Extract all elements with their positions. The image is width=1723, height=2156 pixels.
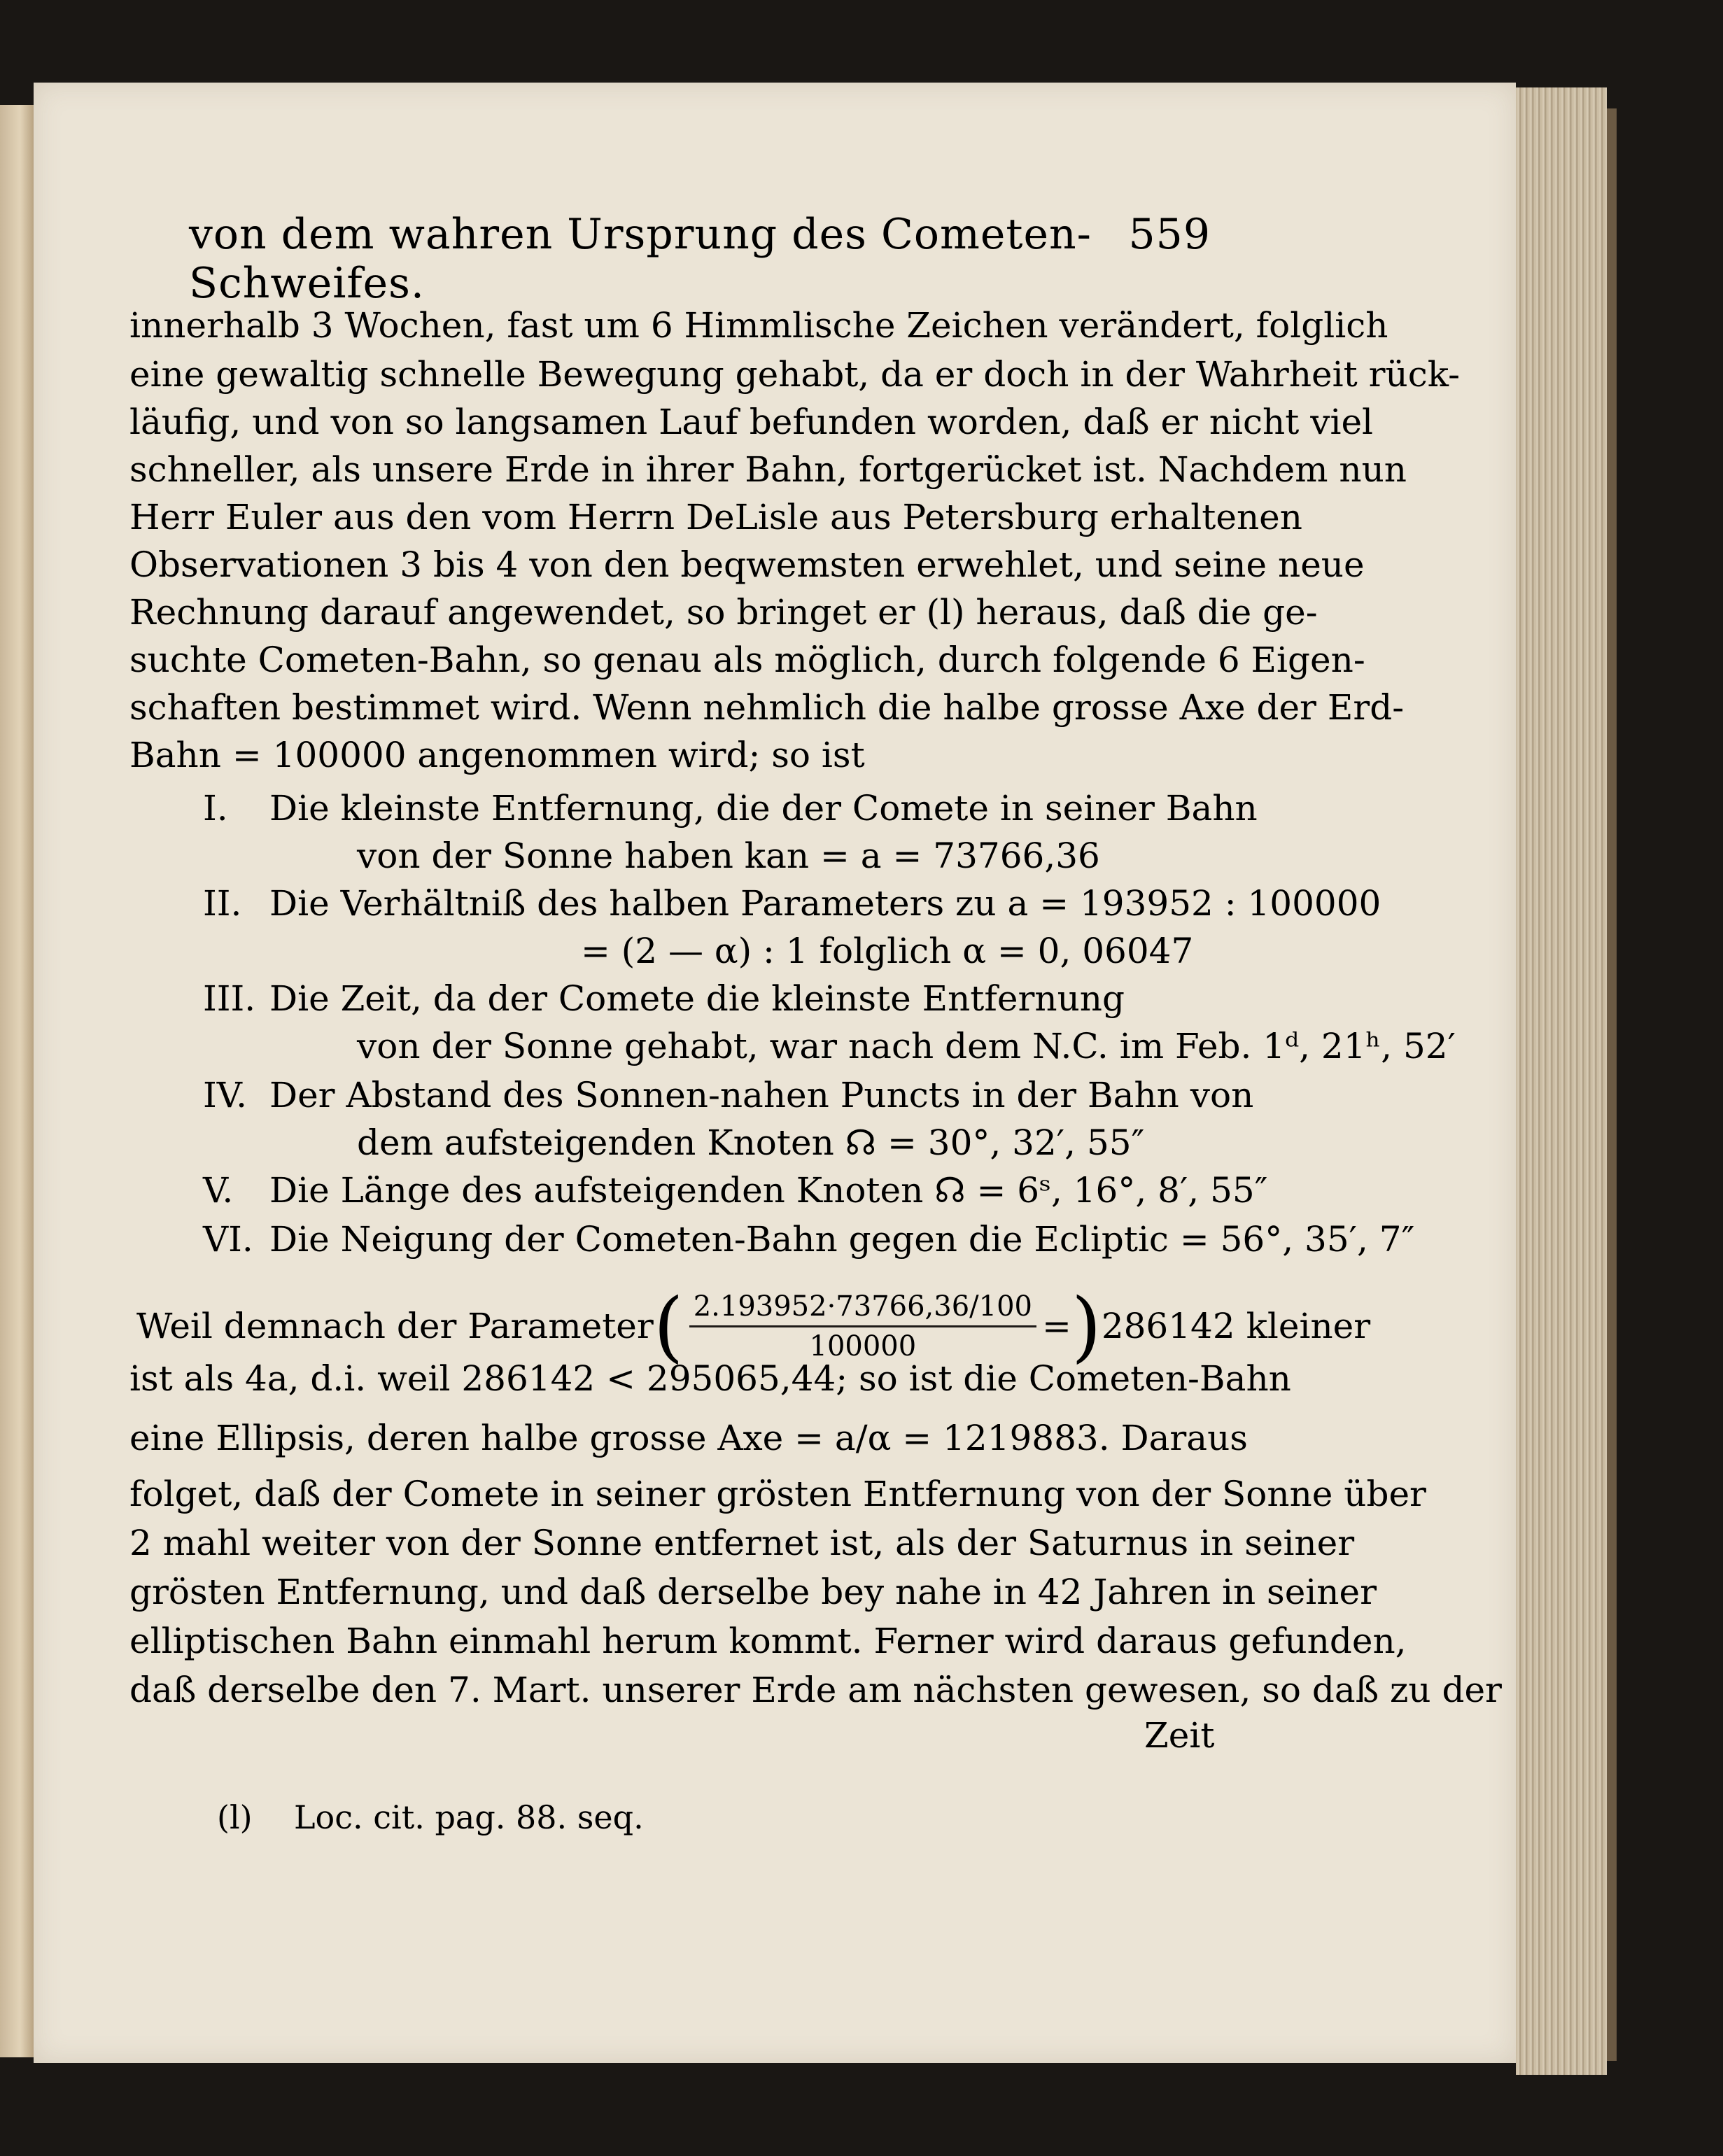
list-number: III. [203,978,256,1019]
text-line: Observationen 3 bis 4 von den beqwemsten erwehlet, und seine neue [129,544,1365,585]
text-line: elliptischen Bahn einmahl herum kommt. Ferner wird daraus gefunden, [129,1621,1407,1661]
equation-lead: Weil demnach der Parameter [136,1306,654,1346]
fraction-numerator: 2.193952·73766,36/100 [689,1290,1036,1327]
list-item [203,1170,1268,1211]
text-line: ist als 4a, d.i. weil 286142 < 295065,44; so ist die Cometen-Bahn [129,1358,1291,1399]
fraction-denominator: 100000 [809,1330,917,1362]
list-number: I. [203,788,228,829]
list-text: Die Länge des aufsteigenden Knoten ☊ = 6ˢ, 16°, 8′, 55″ [269,1170,1268,1211]
text-line: eine Ellipsis, deren halbe grosse Axe = a/α = 1219883. Daraus [129,1418,1248,1458]
text-line: eine gewaltig schnelle Bewegung gehabt, da er doch in der Wahrheit rück- [129,354,1461,395]
text-line: schneller, als unsere Erde in ihrer Bahn, fortgerücket ist. Nachdem nun [129,449,1407,490]
list-number: II. [203,883,242,924]
list-number: V. [203,1170,234,1211]
text-line: schaften bestimmet wird. Wenn nehmlich die halbe grosse Axe der Erd- [129,687,1405,728]
list-continuation: von der Sonne haben kan = a = 73766,36 [357,836,1100,876]
text-line: folget, daß der Comete in seiner grösten Entfernung von der Sonne über [129,1474,1426,1514]
footnote-mark: (l) [217,1798,253,1836]
list-item [203,883,1381,924]
text-line: Herr Euler aus den vom Herrn DeLisle aus Petersburg erhaltenen [129,497,1302,537]
list-number: IV. [203,1075,248,1115]
equation-equals: = [1041,1306,1071,1346]
text-line: Rechnung darauf angewendet, so bringet er (l) heraus, daß die ge- [129,592,1318,633]
list-number: VI. [203,1219,253,1260]
text-line: grösten Entfernung, und daß derselbe bey nahe in 42 Jahren in seiner [129,1572,1377,1612]
footnote-text: Loc. cit. pag. 88. seq. [294,1798,644,1836]
parameter-fraction [689,1290,1036,1362]
text-line: läufig, und von so langsamen Lauf befunden worden, daß er nicht viel [129,402,1374,442]
list-text: Der Abstand des Sonnen-nahen Puncts in der Bahn von [269,1075,1254,1115]
text-line: suchte Cometen-Bahn, so genau als möglich, durch folgende 6 Eigen- [129,640,1365,680]
running-head-title: von dem wahren Ursprung des Cometen-Schweifes. [189,210,1092,308]
list-continuation: von der Sonne gehabt, war nach dem N.C. im Feb. 1ᵈ, 21ʰ, 52′ [357,1026,1456,1066]
list-item [203,978,1125,1019]
list-continuation: dem aufsteigenden Knoten ☊ = 30°, 32′, 55″ [357,1122,1145,1163]
running-head [189,210,1211,308]
facing-page-edge [0,105,34,2057]
text-line: innerhalb 3 Wochen, fast um 6 Himmlische Zeichen verändert, folglich [129,305,1388,346]
list-text: Die Verhältniß des halben Parameters zu a = 193952 : 100000 [269,883,1381,924]
list-item [203,1075,1254,1115]
equation-result: 286142 kleiner [1101,1306,1371,1346]
page-number: 559 [1128,210,1211,259]
open-paren: ( [653,1281,684,1371]
text-line: Bahn = 100000 angenommen wird; so ist [129,735,865,775]
catchword: Zeit [1144,1715,1215,1756]
parameter-equation [136,1281,1371,1371]
book-cover-edge [1607,108,1617,2061]
text-line: 2 mahl weiter von der Sonne entfernet ist, als der Saturnus in seiner [129,1523,1355,1563]
list-text: Die Neigung der Cometen-Bahn gegen die Ecliptic = 56°, 35′, 7″ [269,1219,1415,1260]
footnote [217,1798,644,1836]
list-text: Die Zeit, da der Comete die kleinste Entfernung [269,978,1125,1019]
list-item [203,788,1258,829]
list-item [203,1219,1415,1260]
close-paren: ) [1071,1281,1102,1371]
list-continuation: = (2 — α) : 1 folglich α = 0, 06047 [581,931,1194,971]
page-block-edge [1516,87,1607,2075]
text-line: daß derselbe den 7. Mart. unserer Erde am nächsten gewesen, so daß zu der [129,1670,1502,1710]
list-text: Die kleinste Entfernung, die der Comete in seiner Bahn [269,788,1258,829]
